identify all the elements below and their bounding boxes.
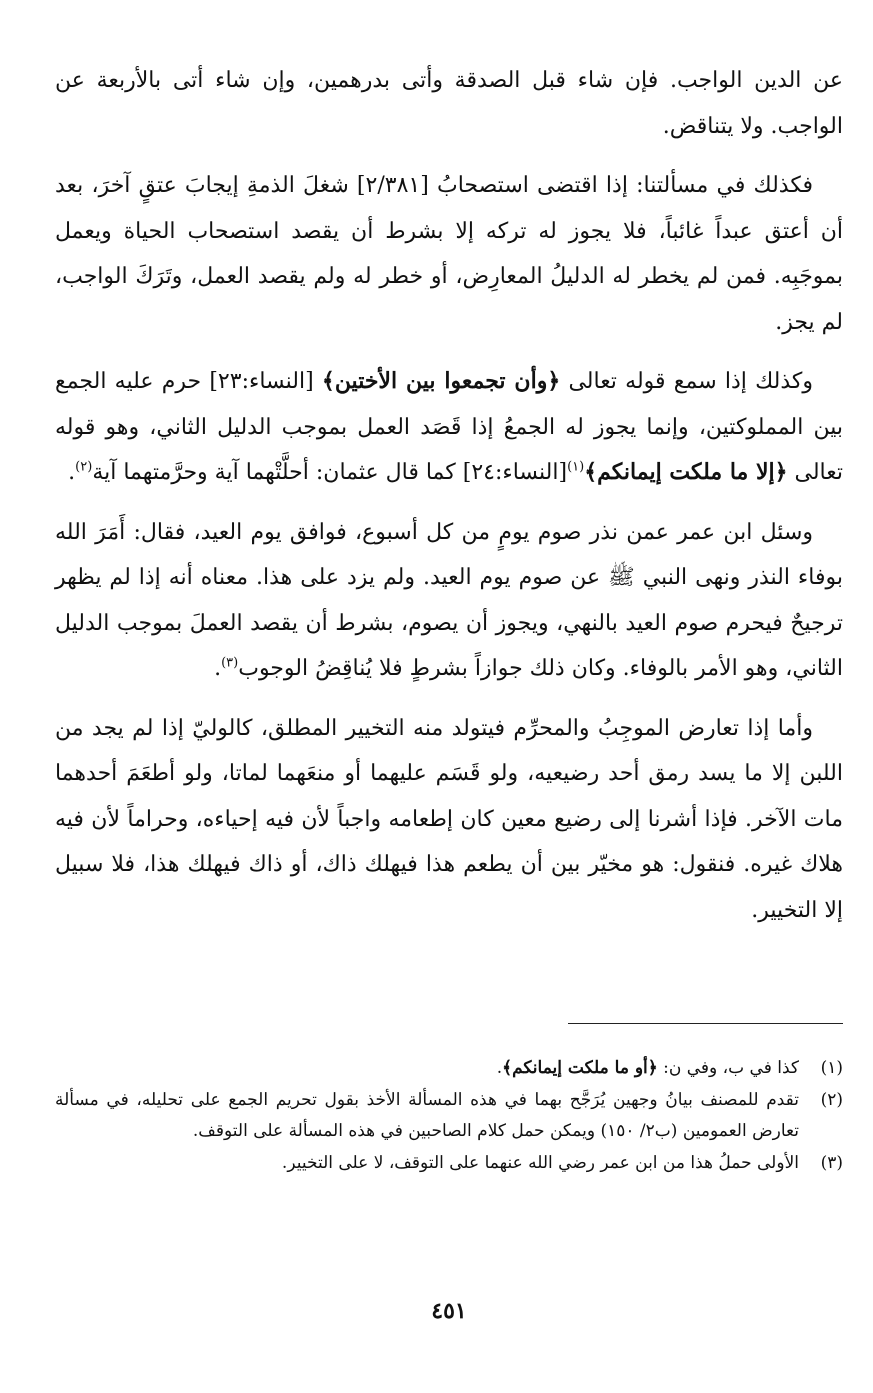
footnote [55,1053,843,1084]
text-run: . [68,460,76,485]
text-run: وأما إذا تعارض الموجِبُ والمحرِّم فيتولد منه التخيير المطلق، كالوليّ إذا لم يجد من اللبن إلا ما يسد رمق أحد رضيعيه، ولو قَسَم عليهما أو منعَهما لماتا، ولو أطعَمَ أحدهما مات الآخر. فإذا أشرنا إلى رضيع معين كان إطعامه واجباً لأن فيه إحياءه، وحراماً لأن فيه هلاك غيره. فنقول: هو مخيّر بين أن يطعم هذا فيهلك ذاك، أو ذاك فيهلك هذا، فلا سبيل إلا التخيير. [55,715,843,923]
main-text [55,58,843,933]
footnote-number: (٣) [820,1153,843,1173]
footnote-divider [568,1023,843,1024]
text-run: [النساء:٢٣] حرم عليه الجمع بين المملوكتين، وإنما يجوز له الجمعُ إذا قَصَد العمل بموجب الدليل الثاني، وهو قوله تعالى [55,369,843,485]
footnote-text [55,1085,799,1147]
footnotes [55,1053,843,1180]
paragraph [55,163,843,345]
text-run: [النساء:٢٤] كما قال عثمان: أحلَّتْهما آية وحرَّمتهما آية [92,460,568,485]
book-page [55,58,843,1358]
paragraph [55,359,843,496]
text-run: وسئل ابن عمر عمن نذر صوم يومٍ من كل أسبوع، فوافق يوم العيد، فقال: أَمَرَ الله بوفاء النذر ونهى النبي ﷺ عن صوم يوم العيد. ولم يزد على هذا. معناه أنه إذا لم يظهر ترجيحٌ فيحرم صوم العيد بالنهي، ويجوز أن يصوم، بشرط أن يقصد العملَ بموجب الدليل الثاني، وهو الأمر بالوفاء. وكان ذلك جوازاً بشرطٍ فلا يُناقِضُ الوجوب [55,519,843,681]
text-run: . [496,1058,503,1078]
footnote-text [55,1053,799,1084]
paragraph [55,58,843,149]
text-run: كذا في ب، وفي ن: [657,1058,799,1078]
text-run: عن الدين الواجب. فإن شاء قبل الصدقة وأتى بدرهمين، وإن شاء أتى بالأربعة عن الواجب. ولا يتناقض. [55,68,843,139]
text-run: فكذلك في مسألتنا: إذا اقتضى استصحابُ [٢/٣٨١] شغلَ الذمةِ إيجابَ عتقٍ آخرَ، بعد أن أعتق عبداً غائباً، فلا يجوز له تركه إلا بشرط أن يقصد استصحاب الحياة ويعمل بموجَبِه. فمن لم يخطر له الدليلُ المعارِض، أو خطر له ولم يقصد العمل، وتَرَكَ الواجب، لم يجز. [55,173,843,335]
quran-verse: ﴿إلا ما ملكت إيمانكم﴾ [584,459,788,485]
text-run: وكذلك إذا سمع قوله تعالى [560,369,813,394]
footnote [55,1085,843,1147]
footnote-marker: (٢) [75,459,93,475]
text-run: الأولى حملُ هذا من ابن عمر رضي الله عنهما على التوقف، لا على التخيير. [281,1153,799,1173]
footnote-marker: (٣) [221,655,239,671]
footnote [55,1148,843,1179]
quran-verse: ﴿وأن تجمعوا بين الأختين﴾ [321,368,561,394]
footnote-number: (٢) [820,1090,843,1110]
footnote-text [55,1148,799,1179]
page-number: ٤٥١ [431,1298,467,1324]
text-run: تقدم للمصنف بيانُ وجهين يُرَجَّح بهما في هذه المسألة الأخذ بقول تحريم الجمع على تحليله، في مسألة تعارض العمومين (ب٢/ ١٥٠) ويمكن حمل كلام الصاحبين في هذه المسألة على التوقف. [55,1090,799,1141]
footnote-marker: (١) [567,459,585,475]
footnote-number: (١) [820,1058,843,1078]
text-run: . [214,656,222,681]
quran-verse: ﴿أو ما ملكت إيمانكم﴾ [502,1058,658,1078]
paragraph [55,706,843,934]
paragraph [55,510,843,692]
